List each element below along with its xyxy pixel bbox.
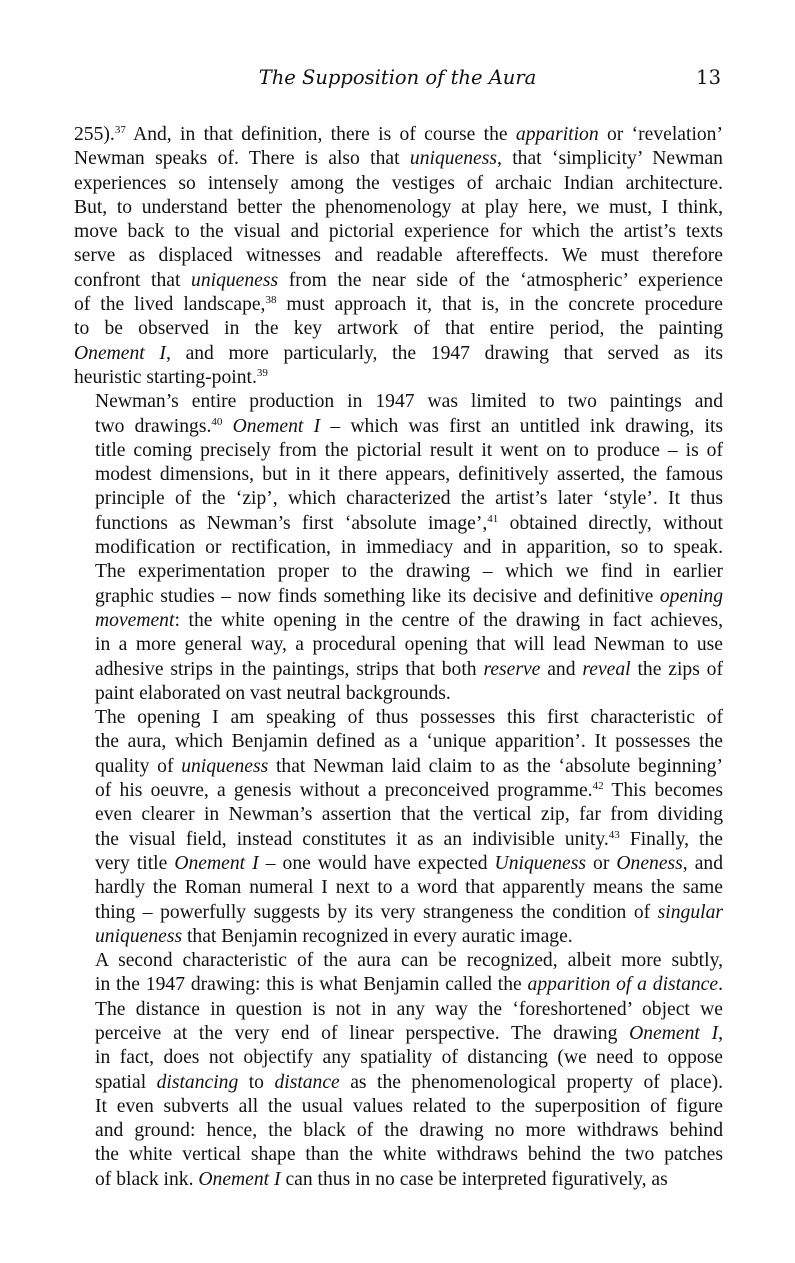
italic-run: Oneness bbox=[616, 852, 683, 874]
running-header bbox=[74, 66, 721, 96]
body-text bbox=[74, 123, 723, 1192]
text-run: 255). bbox=[74, 124, 115, 145]
text-run: heuristic starting-point. bbox=[74, 366, 257, 388]
text-run: : the white opening in the centre of the drawing in fact achieves, bbox=[174, 609, 723, 631]
text-line bbox=[74, 876, 723, 900]
text-line bbox=[74, 1119, 723, 1143]
text-run: of black ink. bbox=[95, 1168, 199, 1190]
italic-run: uniqueness bbox=[95, 925, 183, 947]
text-line bbox=[74, 706, 723, 730]
text-run: in a more general way, a procedural opening that will lead Newman to use bbox=[95, 634, 723, 656]
text-line bbox=[74, 1022, 723, 1046]
italic-run: reserve bbox=[483, 658, 541, 680]
text-line bbox=[74, 803, 723, 827]
text-run: principle of the ‘zip’, which characterized the artist’s later ‘style’. It thus bbox=[95, 488, 723, 510]
text-line bbox=[74, 998, 723, 1022]
text-run: in fact, does not objectify any spatiality of distancing (we need to oppose bbox=[95, 1047, 723, 1069]
text-run: Newman’s entire production in 1947 was limited to two paintings and bbox=[95, 391, 723, 413]
text-run: quality of bbox=[95, 755, 182, 777]
text-run: perceive at the very end of linear perspective. The drawing bbox=[95, 1022, 630, 1044]
text-line bbox=[74, 439, 723, 463]
italic-run: Onement I bbox=[174, 852, 259, 874]
text-run: or bbox=[585, 852, 617, 874]
italic-run: distancing bbox=[156, 1071, 239, 1093]
text-line bbox=[74, 925, 723, 949]
italic-run: opening bbox=[659, 585, 723, 607]
text-run: graphic studies – now finds something like its decisive and definitive bbox=[95, 585, 660, 607]
text-run: that Benjamin recognized in every auratic image. bbox=[182, 925, 573, 947]
text-run: The distance in question is not in any way the ‘foreshortened’ object we bbox=[95, 998, 723, 1020]
text-run: , that ‘simplicity’ Newman bbox=[496, 148, 723, 170]
italic-run: movement bbox=[95, 609, 175, 631]
text-run: Newman speaks of. There is also that bbox=[74, 148, 410, 170]
text-run: It even subverts all the usual values related to the superposition of figure bbox=[95, 1095, 723, 1117]
page-number: 13 bbox=[696, 66, 721, 89]
paragraph bbox=[74, 706, 723, 949]
text-line bbox=[74, 658, 723, 682]
italic-run: uniqueness bbox=[181, 755, 269, 777]
footnote-ref: 43 bbox=[608, 828, 620, 841]
text-line bbox=[74, 269, 723, 293]
italic-run: Uniqueness bbox=[494, 852, 586, 874]
footnote-ref: 38 bbox=[265, 294, 277, 307]
italic-run: uniqueness bbox=[409, 148, 497, 170]
text-run: , and bbox=[682, 852, 723, 874]
text-line bbox=[74, 973, 723, 997]
text-run: modification or rectification, in immediacy and in apparition, so to speak. bbox=[95, 537, 723, 559]
text-run: in the 1947 drawing: this is what Benjamin called the bbox=[95, 974, 528, 996]
text-run: from the near side of the ‘atmospheric’ experience bbox=[278, 269, 723, 291]
text-line bbox=[74, 366, 723, 390]
text-run: spatial bbox=[95, 1071, 157, 1093]
text-line bbox=[74, 609, 723, 633]
text-line bbox=[74, 949, 723, 973]
footnote-ref: 37 bbox=[114, 124, 126, 136]
text-run: But, to understand better the phenomenology at play here, we must, I think, bbox=[74, 196, 723, 218]
text-line bbox=[74, 244, 723, 268]
italic-run: Onement I bbox=[74, 342, 166, 364]
italic-run: Onement I bbox=[232, 415, 321, 437]
text-line bbox=[74, 147, 723, 171]
text-line bbox=[74, 487, 723, 511]
text-line bbox=[74, 585, 723, 609]
text-line bbox=[74, 172, 723, 196]
text-line bbox=[74, 1071, 723, 1095]
text-run: The experimentation proper to the drawing – which we find in earlier bbox=[95, 561, 723, 583]
text-run: of the lived landscape, bbox=[74, 294, 266, 316]
running-title: The Supposition of the Aura bbox=[258, 66, 537, 89]
text-run: even clearer in Newman’s assertion that the vertical zip, far from dividing bbox=[95, 804, 723, 826]
text-run: modest dimensions, but in it there appears, definitively asserted, the famous bbox=[95, 464, 723, 486]
text-run: that Newman laid claim to as the ‘absolute beginning’ bbox=[268, 755, 723, 777]
text-run: . bbox=[718, 974, 723, 996]
paragraph bbox=[74, 123, 723, 390]
italic-run: singular bbox=[657, 901, 723, 923]
text-run: serve as displaced witnesses and readable aftereffects. We must therefore bbox=[74, 245, 723, 267]
text-run: paint elaborated on vast neutral backgrounds. bbox=[95, 682, 451, 704]
text-line bbox=[74, 901, 723, 925]
text-line bbox=[74, 682, 723, 706]
text-line bbox=[74, 730, 723, 754]
text-run: and bbox=[540, 658, 583, 680]
text-run: two drawings. bbox=[95, 415, 212, 437]
footnote-ref: 39 bbox=[256, 366, 268, 379]
text-run: hardly the Roman numeral I next to a word that apparently means the same bbox=[95, 877, 723, 899]
text-run: the visual field, instead constitutes it as an indivisible unity. bbox=[95, 828, 609, 850]
text-line bbox=[74, 1143, 723, 1167]
text-line bbox=[74, 220, 723, 244]
text-run: , bbox=[718, 1022, 723, 1044]
italic-run: uniqueness bbox=[191, 269, 279, 291]
text-run: can thus in no case be interpreted figuratively, as bbox=[280, 1168, 668, 1190]
text-run: and ground: hence, the black of the drawing no more withdraws behind bbox=[95, 1120, 723, 1142]
text-run: the aura, which Benjamin defined as a ‘unique apparition’. It possesses the bbox=[95, 731, 723, 753]
text-line bbox=[74, 123, 723, 147]
text-line bbox=[74, 196, 723, 220]
text-line bbox=[74, 828, 723, 852]
italic-run: Onement I bbox=[629, 1022, 719, 1044]
text-run: And, in that definition, there is of course the bbox=[125, 124, 516, 145]
text-run: The opening I am speaking of thus possesses this first characteristic of bbox=[95, 707, 723, 729]
text-run: This becomes bbox=[603, 780, 724, 802]
italic-run: apparition bbox=[515, 124, 599, 145]
text-line bbox=[74, 415, 723, 439]
text-line bbox=[74, 390, 723, 414]
italic-run: reveal bbox=[582, 658, 631, 680]
text-run: functions as Newman’s first ‘absolute image’, bbox=[95, 512, 488, 534]
text-line bbox=[74, 342, 723, 366]
text-run: must approach it, that is, in the concrete procedure bbox=[276, 294, 724, 316]
text-run: title coming precisely from the pictorial result it went on to produce – is of bbox=[95, 439, 723, 461]
text-line bbox=[74, 293, 723, 317]
text-run: of his oeuvre, a genesis without a preconceived programme. bbox=[95, 780, 593, 802]
text-line bbox=[74, 779, 723, 803]
italic-run: Onement I bbox=[198, 1168, 281, 1190]
text-run: , and more particularly, the 1947 drawing that served as its bbox=[165, 342, 724, 364]
text-run: A second characteristic of the aura can be recognized, albeit more subtly, bbox=[95, 950, 723, 972]
text-line bbox=[74, 317, 723, 341]
text-line bbox=[74, 560, 723, 584]
paragraph bbox=[74, 390, 723, 706]
text-run: the zips of bbox=[630, 658, 723, 680]
text-run bbox=[222, 416, 232, 437]
text-run: adhesive strips in the paintings, strips that both bbox=[95, 658, 484, 680]
text-run: experiences so intensely among the vestiges of archaic Indian architecture. bbox=[74, 172, 723, 194]
text-run: move back to the visual and pictorial experience for which the artist’s texts bbox=[74, 221, 723, 243]
text-run: confront that bbox=[74, 269, 192, 291]
text-line bbox=[74, 463, 723, 487]
text-line bbox=[74, 512, 723, 536]
text-line bbox=[74, 852, 723, 876]
text-run: or ‘revelation’ bbox=[598, 124, 723, 145]
text-run: thing – powerfully suggests by its very strangeness the condition of bbox=[95, 901, 658, 923]
footnote-ref: 42 bbox=[592, 780, 604, 793]
text-run: to bbox=[238, 1071, 275, 1093]
paragraph bbox=[74, 949, 723, 1192]
text-run: the white vertical shape than the white withdraws behind the two patches bbox=[95, 1144, 723, 1166]
text-run: as the phenomenological property of place). bbox=[339, 1071, 724, 1093]
italic-run: apparition of a distance bbox=[527, 974, 719, 996]
text-line bbox=[74, 1095, 723, 1119]
text-line bbox=[74, 1168, 723, 1192]
footnote-ref: 40 bbox=[211, 415, 223, 428]
text-line bbox=[74, 633, 723, 657]
footnote-ref: 41 bbox=[487, 512, 499, 525]
text-run: – one would have expected bbox=[258, 852, 495, 874]
text-line bbox=[74, 536, 723, 560]
text-line bbox=[74, 755, 723, 779]
text-run: – which was first an untitled ink drawing, its bbox=[320, 415, 724, 437]
italic-run: distance bbox=[274, 1071, 340, 1093]
text-run: obtained directly, without bbox=[498, 512, 723, 534]
text-line bbox=[74, 1046, 723, 1070]
text-run: very title bbox=[95, 852, 175, 874]
text-run: to be observed in the key artwork of that entire period, the painting bbox=[74, 318, 723, 340]
text-run: Finally, the bbox=[619, 828, 723, 850]
